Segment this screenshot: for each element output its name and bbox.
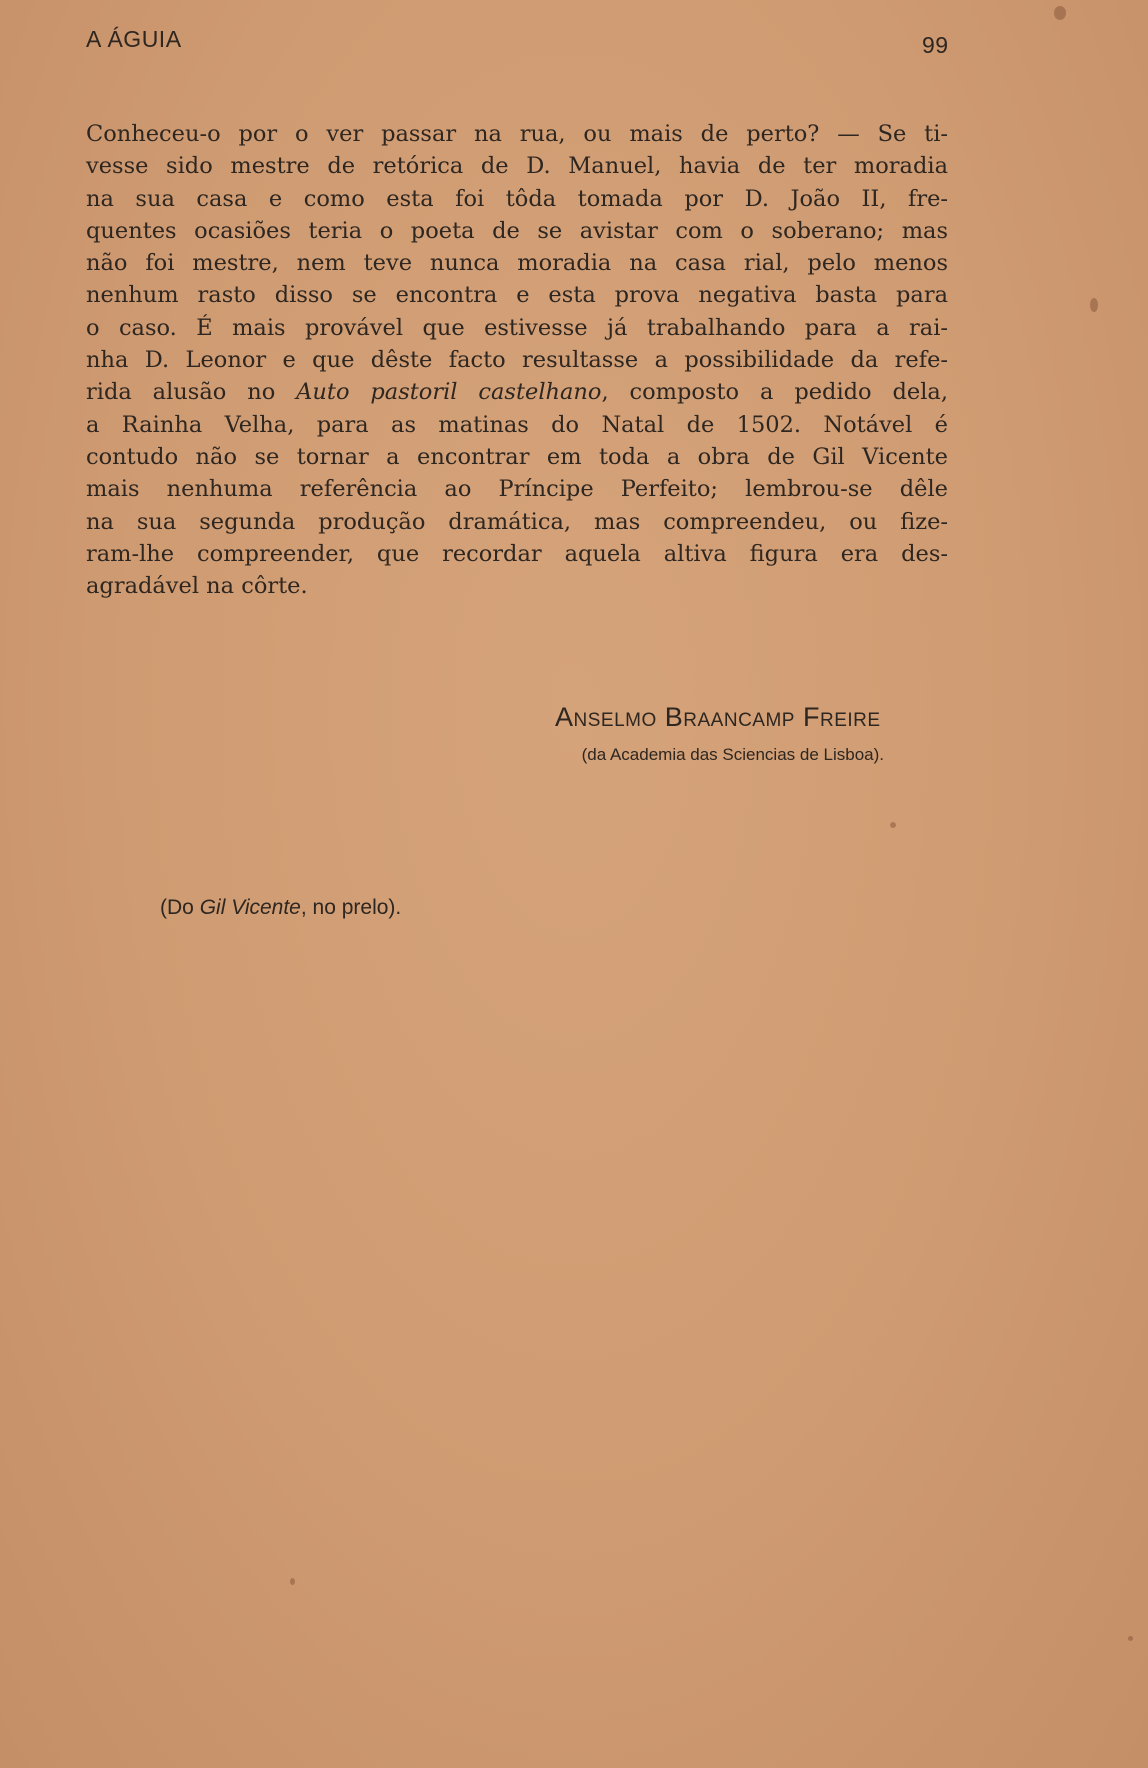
text-line: mais nenhuma referência ao Príncipe Perfeito; lembrou-se dêle [86, 476, 948, 503]
text-line: Conheceu-o por o ver passar na rua, ou mais de perto? — Se ti- [86, 121, 948, 147]
text-line: não foi mestre, nem teve nunca moradia na casa rial, pelo menos [86, 250, 948, 277]
source-note [160, 896, 401, 920]
text-line: na sua segunda produção dramática, mas compreendeu, ou fize- [86, 508, 948, 535]
author-affiliation: (da Academia das Sciencias de Lisboa). [581, 745, 884, 764]
author-name: Anselmo Braancamp Freire [555, 702, 881, 732]
source-note-prefix: (Do [160, 896, 200, 919]
text-line: rida alusão no Auto pastoril castelhano, composto a pedido dela, [86, 379, 948, 406]
paper-speck [1090, 298, 1098, 312]
body-paragraph [86, 118, 948, 602]
text-line: contudo não se tornar a encontrar em toda a obra de Gil Vicente [86, 443, 948, 470]
paper-speck [890, 822, 896, 828]
text-line: nha D. Leonor e que dêste facto resultasse a possibilidade da refe- [86, 347, 948, 374]
text-line: agradável na côrte. [86, 573, 308, 600]
text-line: quentes ocasiões teria o poeta de se avistar com o soberano; mas [86, 217, 948, 244]
text-line: nenhum rasto disso se encontra e esta prova negativa basta para [86, 282, 948, 309]
paper-speck [290, 1578, 295, 1585]
italic-title: Auto pastoril castelhano [296, 379, 602, 406]
source-note-work: Gil Vicente [199, 896, 301, 919]
source-note-suffix: , no prelo). [300, 896, 402, 919]
text-line: o caso. É mais provável que estivesse já trabalhando para a rai- [86, 314, 948, 341]
journal-title: A ÁGUIA [86, 26, 182, 52]
paper-speck [1128, 1636, 1133, 1641]
paper-speck [1054, 6, 1066, 20]
running-head [86, 26, 949, 58]
page-number: 99 [922, 32, 949, 58]
text-line: na sua casa e como esta foi tôda tomada por D. João II, fre- [86, 185, 948, 212]
text-line: vesse sido mestre de retórica de D. Manuel, havia de ter moradia [86, 153, 948, 180]
text-line: a Rainha Velha, para as matinas do Natal de 1502. Notável é [86, 411, 948, 438]
text-line: ram-lhe compreender, que recordar aquela altiva figura era des- [86, 540, 948, 567]
signature-block [552, 702, 884, 765]
